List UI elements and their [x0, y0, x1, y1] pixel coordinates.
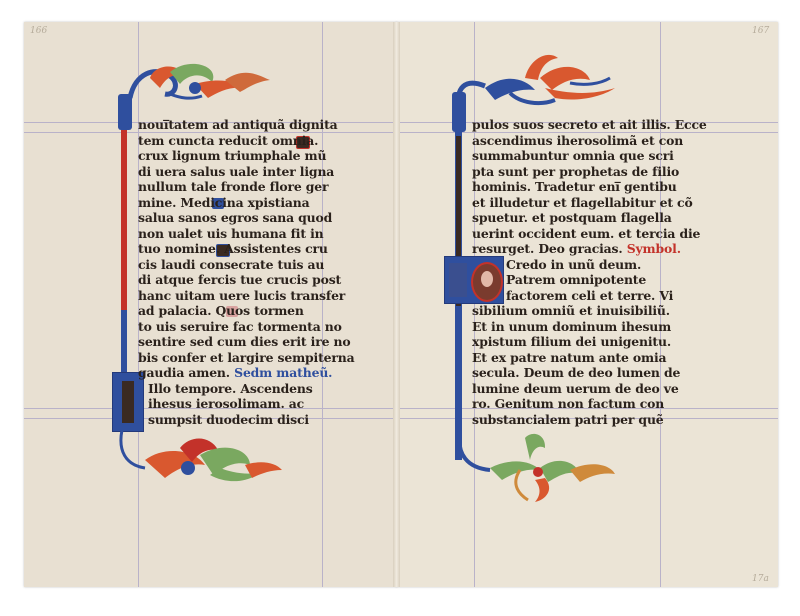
text-line: di uera salus uale inter ligna — [138, 163, 335, 179]
text-line: Et ex patre natum ante omia — [472, 349, 667, 365]
folio-number-left: 166 — [30, 26, 48, 36]
text-line: ro. Genitum non factum con — [472, 396, 665, 411]
text-line — [138, 365, 333, 381]
book-gutter — [393, 22, 400, 587]
text-line — [472, 241, 681, 257]
text-line: sibilium omniũ et inuisibiliũ. — [472, 303, 670, 318]
text-line: sumpsit duodecim disci — [148, 411, 309, 427]
text-segment: resurget. Deo gracias. — [472, 241, 623, 256]
text-line: factorem celi et terre. Vi — [506, 287, 674, 303]
text-line: ihesus ierosolimam. ac — [148, 396, 305, 411]
left-text-block — [138, 117, 355, 427]
text-line: Patrem omnipotente — [506, 272, 647, 287]
text-line: bis confer et largire sempiterna — [138, 349, 355, 365]
text-line: salua sanos egros sana quod — [138, 210, 333, 225]
text-line: noui̅tatem ad antiquã dignita — [138, 117, 338, 132]
text-line: xpistum filium dei unigenitu. — [472, 334, 672, 349]
folio-number-right: 167 — [752, 26, 770, 36]
text-segment: gaudia amen. — [138, 365, 230, 380]
text-line: ad palacia. Quos tormen — [138, 303, 304, 318]
text-line: tem cuncta reducit omnia. — [138, 132, 319, 148]
text-line: to uis seruire fac tormenta no — [138, 318, 342, 334]
text-line: cis laudi consecrate tuis au — [138, 256, 325, 272]
text-line: summabuntur omnia que scri — [472, 148, 674, 163]
text-line: di atque fercis tue crucis post — [138, 272, 342, 287]
text-line: Credo in unũ deum. — [506, 256, 642, 272]
acanthus-flourish-icon — [440, 48, 620, 118]
text-line: mine. Medicina xpistiana — [138, 194, 310, 210]
text-line: uerint occident eum. et tercia die — [472, 225, 701, 241]
rubric-red: Symbol. — [626, 241, 681, 256]
text-line: pulos suos secreto et ait illis. Ecce — [472, 117, 707, 132]
text-line: crux lignum triumphale mũ — [138, 148, 327, 163]
rubric-blue: Sedm matheũ. — [234, 365, 333, 380]
text-line: hanc uitam uere lucis transfer — [138, 287, 346, 303]
text-line: secula. Deum de deo lumen de — [472, 365, 681, 380]
text-line: pta sunt per prophetas de filio — [472, 163, 680, 179]
folio-number-bottom: 17a — [752, 574, 769, 584]
text-line: spuetur. et postquam flagella — [472, 210, 672, 225]
text-line: Illo tempore. Ascendens — [148, 380, 313, 396]
text-line: substancialem patri per quẽ — [472, 411, 664, 427]
right-text-block — [472, 117, 707, 427]
text-line: hominis. Tradetur eni̅ gentibu — [472, 179, 677, 194]
acanthus-flourish-icon — [450, 430, 620, 505]
text-line: ascendimus iherosolimã et con — [472, 132, 684, 148]
text-line: tuo nomine. Assistentes cru — [138, 241, 328, 256]
acanthus-flourish-icon — [110, 430, 285, 500]
illuminated-initial-p — [118, 94, 132, 410]
text-line: et illudetur et flagellabitur et cõ — [472, 194, 693, 210]
text-line: Et in unum dominum ihesum — [472, 318, 672, 334]
text-line: lumine deum uerum de deo ve — [472, 380, 679, 396]
text-line: sentire sed cum dies erit ire no — [138, 334, 351, 349]
text-line: non ualet uis humana fit in — [138, 225, 324, 241]
text-line: nullum tale fronde flore ger — [138, 179, 329, 194]
acanthus-flourish-icon — [110, 58, 280, 118]
